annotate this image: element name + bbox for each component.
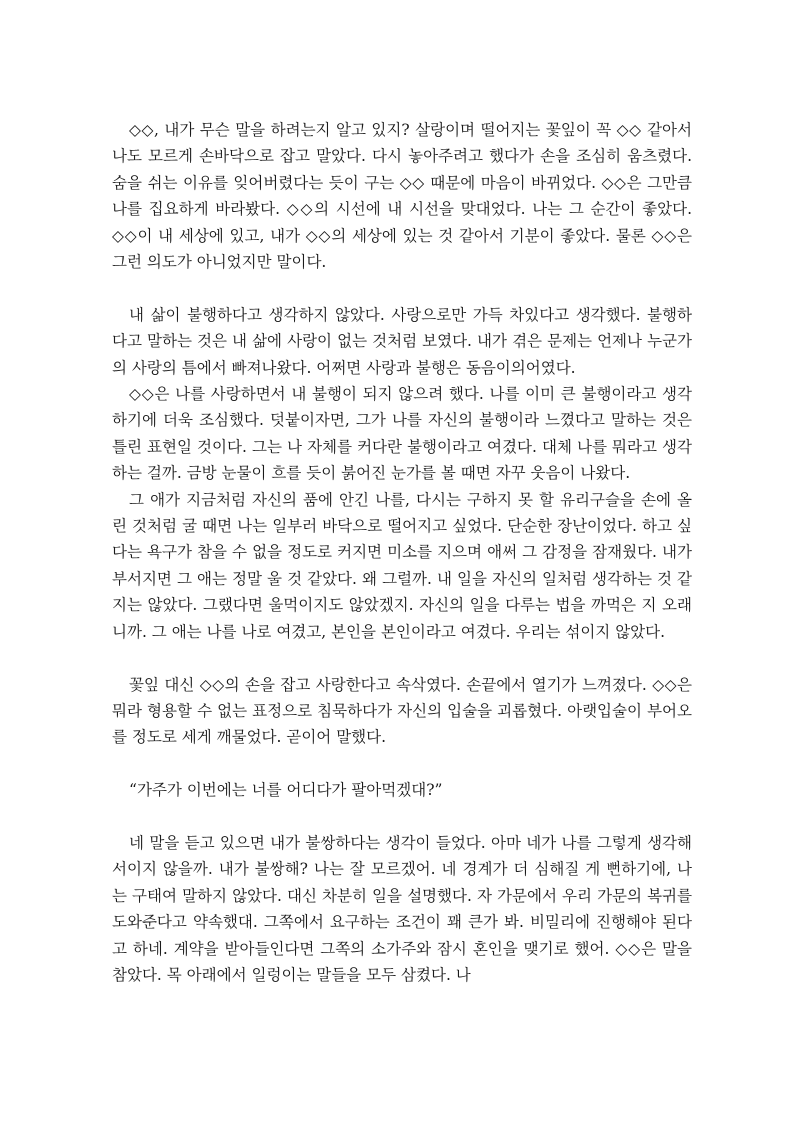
paragraph-spacer: [112, 751, 692, 777]
paragraph: 꽃잎 대신 ◇◇의 손을 잡고 사랑한다고 속삭였다. 손끝에서 열기가 느껴졌다. ◇◇은 뭐라 형용할 수 없는 표정으로 침묵하다가 자신의 입술을 괴롭혔다. 아랫입술이 부어오를 정도로 세게 깨물었다. 곧이어 말했다.: [112, 675, 692, 747]
paragraph: 내 삶이 불행하다고 생각하지 않았다. 사랑으로만 가득 차있다고 생각했다. 불행하다고 말하는 것은 내 삶에 사랑이 없는 것처럼 보였다. 내가 겪은 문제는 언제나 누군가의 사랑의 틈에서 빠져나왔다. 어쩌면 사랑과 불행은 동음이의어였다.: [112, 305, 692, 377]
dialogue-quote: “가주가 이번에는 너를 어디다가 팔아먹겠대?”: [129, 781, 443, 800]
paragraph: 네 말을 듣고 있으면 내가 불쌍하다는 생각이 들었다. 아마 네가 나를 그렇게 생각해서이지 않을까. 내가 불쌍해? 나는 잘 모르겠어. 네 경계가 더 심해질 게 뻔하기에, 나는 구태여 말하지 않았다. 대신 차분히 일을 설명했다. 자 가문에서 우리 가문의 복귀를 도와준다고 약속했대. 그쪽에서 요구하는 조건이 꽤 큰가 봐. 비밀리에 진행해야 된다고 하네. 계약을 받아들인다면 그쪽의 소가주와 잠시 혼인을 맺기로 했어. ◇◇은 말을 참았다. 목 아래에서 일렁이는 말들을 모두 삼켰다. 나: [112, 833, 692, 984]
paragraph-spacer: [112, 645, 692, 671]
paragraph-spacer: [112, 804, 692, 830]
body-text: [112, 117, 692, 988]
paragraph: 그 애가 지금처럼 자신의 품에 안긴 나를, 다시는 구하지 못 할 유리구슬을 손에 올린 것처럼 굴 때면 나는 일부러 바닥으로 떨어지고 싶었다. 단순한 장난이었다. 하고 싶다는 욕구가 참을 수 없을 정도로 커지면 미소를 지으며 애써 그 감정을 잠재웠다. 내가 부서지면 그 애는 정말 울 것 같았다. 왜 그럴까. 내 일을 자신의 일처럼 생각하는 것 같지는 않았다. 그랬다면 울먹이지도 않았겠지. 자신의 일을 다루는 법을 까먹은 지 오래니까. 그 애는 나를 나로 여겼고, 본인을 본인이라고 여겼다. 우리는 섞이지 않았다.: [112, 490, 692, 641]
paragraph-spacer: [112, 275, 692, 301]
paragraph: ◇◇, 내가 무슨 말을 하려는지 알고 있지? 살랑이며 떨어지는 꽃잎이 꼭 ◇◇ 같아서 나도 모르게 손바닥으로 잡고 말았다. 다시 놓아주려고 했다가 손을 조심히 움츠렸다. 숨을 쉬는 이유를 잊어버렸다는 듯이 구는 ◇◇ 때문에 마음이 바뀌었다. ◇◇은 그만큼 나를 집요하게 바라봤다. ◇◇의 시선에 내 시선을 맞대었다. 나는 그 순간이 좋았다. ◇◇이 내 세상에 있고, 내가 ◇◇의 세상에 있는 것 같아서 기분이 좋았다. 물론 ◇◇은 그런 의도가 아니었지만 말이다.: [112, 121, 692, 272]
paragraph: ◇◇은 나를 사랑하면서 내 불행이 되지 않으려 했다. 나를 이미 큰 불행이라고 생각하기에 더욱 조심했다. 덧붙이자면, 그가 나를 자신의 불행이라 느꼈다고 말하는 것은 틀린 표현일 것이다. 그는 나 자체를 커다란 불행이라고 여겼다. 대체 나를 뭐라고 생각하는 걸까. 금방 눈물이 흐를 듯이 붉어진 눈가를 볼 때면 자꾸 웃음이 나왔다.: [112, 385, 692, 483]
